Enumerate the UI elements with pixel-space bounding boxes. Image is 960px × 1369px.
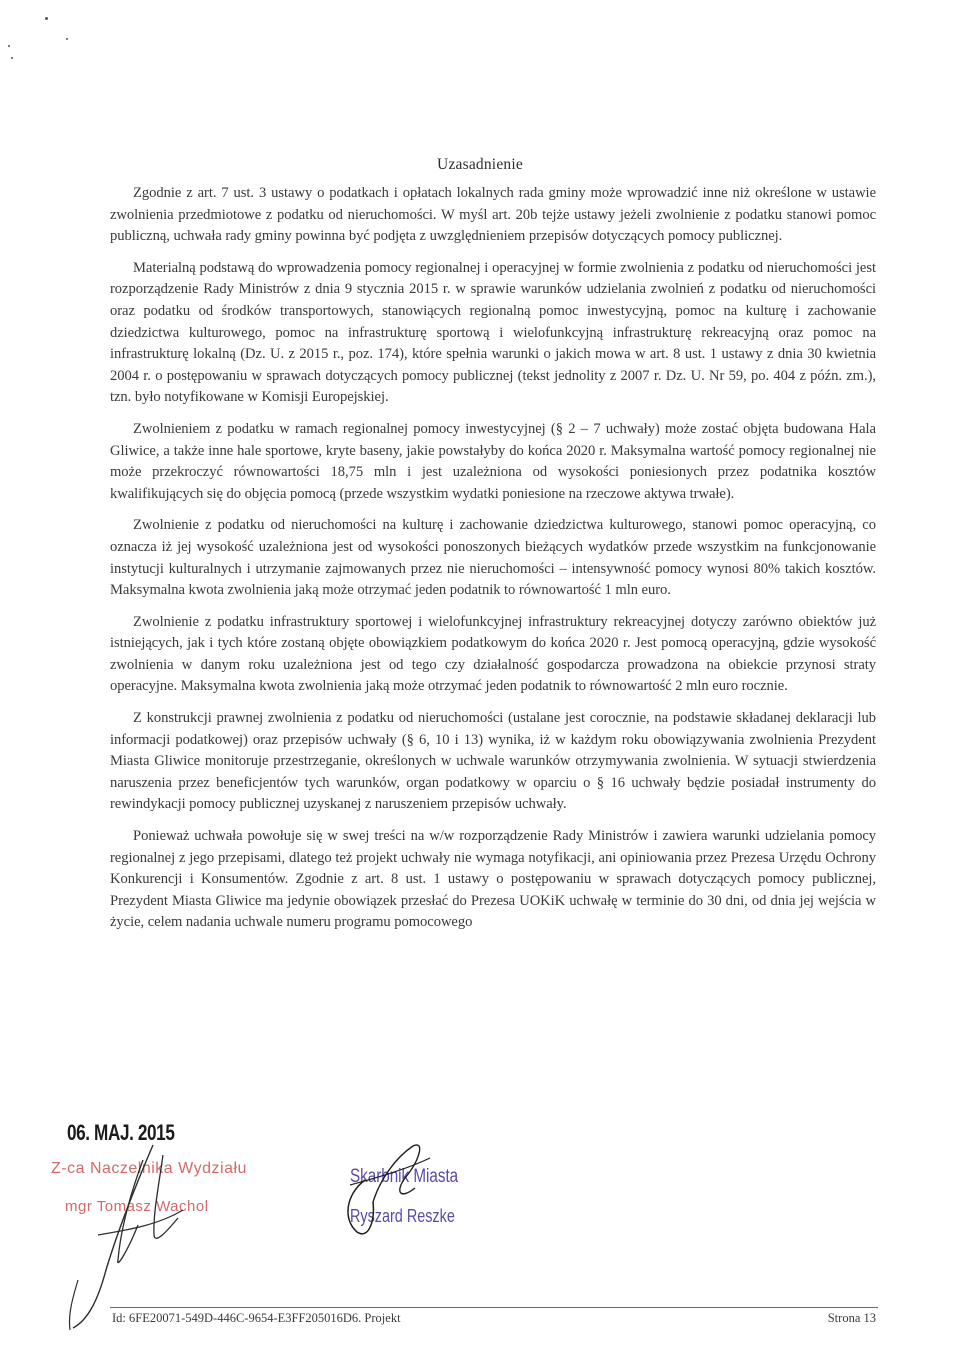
scan-speck <box>8 45 10 47</box>
stamp-title: Z-ca Naczelnika Wydziału <box>51 1160 247 1177</box>
paragraph: Zwolnienie z podatku od nieruchomości na kulturę i zachowanie dziedzictwa kulturowego, stanowi pomoc operacyjną, co oznacza iż jej wysokość uzależniona jest od wysokości ponoszonych bieżących wydatków przede wszystkim na funkcjonowanie instytucji kulturalnych i utrzymanie zajmowanych przez nie nieruchomości – intensywność pomocy wynosi 80% takich kosztów. Maksymalna kwota zwolnienia jaką może otrzymać jeden podatnik to równowartość 1 mln euro. <box>110 517 876 599</box>
paragraph: Ponieważ uchwała powołuje się w swej treści na w/w rozporządzenie Rady Ministrów i zawiera warunki udzielania pomocy regionalnej z jego przepisami, dlatego też projekt uchwały nie wymaga notyfikacji, ani opiniowania przez Prezesa Urzędu Ochrony Konkurencji i Konsumentów. Zgodnie z art. 8 ust. 1 ustawy o postępowaniu w sprawach dotyczących pomocy publicznej, Prezydent Miasta Gliwice ma jedynie obowiązek przesłać do Prezesa UOKiK uchwałę w terminie do 30 dni, od dnia jej wejścia w życie, celem nadania uchwale numeru programu pomocowego <box>110 828 876 931</box>
approval-stamp-left <box>51 1120 315 1320</box>
page-number: Strona 13 <box>827 1311 876 1325</box>
paragraph: Materialną podstawą do wprowadzenia pomocy regionalnej i operacyjnej w formie zwolnienia z podatku od nieruchomości jest rozporządzenie Rady Ministrów z dnia 9 stycznia 2015 r. w sprawie warunków udzielania zwolnień z podatku od nieruchomości oraz podatku od środków transportowych, stanowiących regionalną pomoc inwestycyjną, pomoc na kulturę i zachowanie dziedzictwa kulturowego, pomoc na infrastrukturę sportową i wielofunkcyjną infrastrukturę rekreacyjną oraz pomoc na infrastrukturę lokalną (Dz. U. z 2015 r., poz. 174), które spełnia warunki o jakich mowa w art. 8 ust. 1 ustawy z dnia 30 kwietnia 2004 r. o postępowaniu w sprawach dotyczących pomocy publicznej (tekst jednolity z 2007 r. Dz. U. Nr 59, po. 404 z późn. zm.), tzn. było notyfikowane w Komisji Europejskiej. <box>110 259 876 406</box>
paragraph: Zwolnieniem z podatku w ramach regionalnej pomocy inwestycyjnej (§ 2 – 7 uchwały) może zostać objęta budowana Hala Gliwice, a także inne hale sportowe, kryte baseny, jakie powstałyby do końca 2020 r. Maksymalna wartość pomocy regionalnej nie może przekroczyć równowartości 18,75 mln i jest uzależniona od wysokości poniesionych przez podatnika kosztów kwalifikujących się do objęcia pomocą (przede wszystkim wydatki poniesione na rzeczowe aktywa trwałe). <box>110 420 876 502</box>
date-stamp: 06. MAJ. 2015 <box>67 1120 175 1145</box>
document-id: Id: 6FE20071-549D-446C-9654-E3FF205016D6. Projekt <box>112 1311 401 1325</box>
paragraph: Zgodnie z art. 7 ust. 3 ustawy o podatkach i opłatach lokalnych rada gminy może wprowadzić inne niż określone w ustawie zwolnienia przedmiotowe z podatku od nieruchomości. W myśl art. 20b tejże ustawy jeżeli zwolnienie z podatku stanowi pomoc publiczną, uchwała rady gminy powinna być podjęta z uwzględnieniem przepisów dotyczących pomocy publicznej. <box>110 185 876 245</box>
paragraph: Zwolnienie z podatku infrastruktury sportowej i wielofunkcyjnej infrastruktury rekreacyjnej dotyczy zarówno obiektów już istniejących, jak i tych które zostaną objęte obowiązkiem podatkowym do końca 2020 r. Jest pomocą operacyjną, gdzie wysokość zwolnienia w danym roku uzależniona jest od tego czy działalność gospodarcza prowadzona na obiekcie przynosi straty operacyjne. Maksymalna kwota zwolnienia jaką może otrzymać jeden podatnik to równowartość 2 mln euro rocznie. <box>110 613 876 695</box>
scan-speck <box>66 38 68 40</box>
document-body <box>110 183 876 944</box>
stamp-name: mgr Tomasz Wachol <box>65 1198 209 1215</box>
scan-speck <box>45 17 48 20</box>
footer-rule <box>110 1307 878 1308</box>
stamp-name: Ryszard Reszke <box>350 1206 455 1226</box>
approval-stamp-right <box>330 1160 510 1240</box>
scan-speck <box>11 57 13 59</box>
stamp-title: Skarbnik Miasta <box>350 1166 459 1187</box>
paragraph: Z konstrukcji prawnej zwolnienia z podatku od nieruchomości (ustalane jest corocznie, na podstawie składanej deklaracji lub informacji podatkowej) oraz przepisów uchwały (§ 6, 10 i 13) wynika, iż w każdym roku obowiązywania zwolnienia Prezydent Miasta Gliwice monitoruje przestrzeganie, określonych w uchwale warunków otrzymywania zwolnienia. W sytuacji stwierdzenia naruszenia przez beneficjentów tych warunków, organ podatkowy w oparciu o § 16 uchwały będzie posiadał instrumenty do rewindykacji pomocy publicznej uzyskanej z naruszeniem przepisów uchwały. <box>110 710 876 813</box>
document-title: Uzasadnienie <box>437 156 523 173</box>
